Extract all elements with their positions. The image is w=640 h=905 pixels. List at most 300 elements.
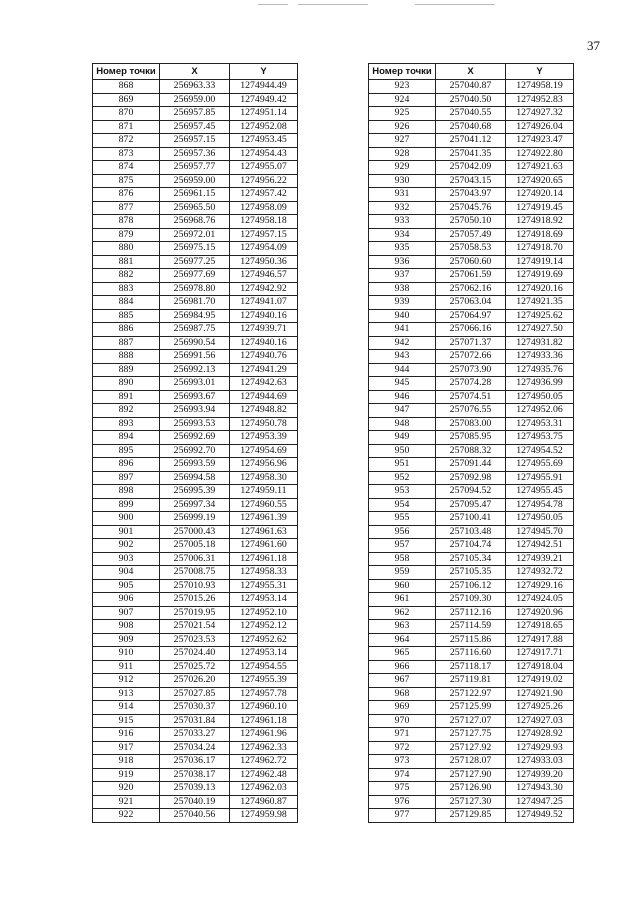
y-coordinate-cell: 1274961.18 bbox=[230, 714, 298, 728]
point-number-cell: 964 bbox=[369, 633, 436, 647]
table-row bbox=[93, 201, 298, 215]
y-coordinate-cell: 1274929.93 bbox=[506, 741, 574, 755]
y-coordinate-cell: 1274950.36 bbox=[230, 255, 298, 269]
x-coordinate-cell: 257100.41 bbox=[436, 512, 506, 526]
table-row bbox=[369, 296, 574, 310]
y-coordinate-cell: 1274962.48 bbox=[230, 768, 298, 782]
table-row bbox=[93, 809, 298, 823]
x-coordinate-cell: 257024.40 bbox=[160, 647, 230, 661]
point-number-cell: 869 bbox=[93, 93, 160, 107]
y-coordinate-cell: 1274940.16 bbox=[230, 309, 298, 323]
point-number-cell: 880 bbox=[93, 242, 160, 256]
y-coordinate-cell: 1274918.65 bbox=[506, 620, 574, 634]
x-coordinate-cell: 257088.32 bbox=[436, 444, 506, 458]
point-number-cell: 899 bbox=[93, 498, 160, 512]
y-coordinate-cell: 1274957.78 bbox=[230, 687, 298, 701]
y-coordinate-cell: 1274955.69 bbox=[506, 458, 574, 472]
x-coordinate-cell: 257072.66 bbox=[436, 350, 506, 364]
x-coordinate-cell: 257127.75 bbox=[436, 728, 506, 742]
y-coordinate-cell: 1274917.88 bbox=[506, 633, 574, 647]
table-row bbox=[93, 417, 298, 431]
x-coordinate-cell: 257128.07 bbox=[436, 755, 506, 769]
header-rule bbox=[298, 4, 368, 5]
x-coordinate-cell: 256975.15 bbox=[160, 242, 230, 256]
point-number-cell: 891 bbox=[93, 390, 160, 404]
table-row bbox=[369, 674, 574, 688]
x-coordinate-cell: 256997.34 bbox=[160, 498, 230, 512]
y-coordinate-cell: 1274954.55 bbox=[230, 660, 298, 674]
y-coordinate-cell: 1274944.49 bbox=[230, 80, 298, 94]
table-row bbox=[369, 714, 574, 728]
x-coordinate-cell: 256991.56 bbox=[160, 350, 230, 364]
point-number-cell: 874 bbox=[93, 161, 160, 175]
x-coordinate-cell: 256978.80 bbox=[160, 282, 230, 296]
y-coordinate-cell: 1274954.43 bbox=[230, 147, 298, 161]
point-number-cell: 903 bbox=[93, 552, 160, 566]
y-coordinate-cell: 1274933.03 bbox=[506, 755, 574, 769]
point-number-cell: 872 bbox=[93, 134, 160, 148]
table-row bbox=[93, 728, 298, 742]
point-number-cell: 963 bbox=[369, 620, 436, 634]
table-row bbox=[93, 323, 298, 337]
y-coordinate-cell: 1274939.71 bbox=[230, 323, 298, 337]
point-number-cell: 884 bbox=[93, 296, 160, 310]
x-coordinate-cell: 257115.86 bbox=[436, 633, 506, 647]
point-number-cell: 955 bbox=[369, 512, 436, 526]
y-coordinate-cell: 1274960.10 bbox=[230, 701, 298, 715]
x-coordinate-cell: 256959.00 bbox=[160, 93, 230, 107]
point-number-cell: 945 bbox=[369, 377, 436, 391]
table-row bbox=[93, 687, 298, 701]
point-number-cell: 940 bbox=[369, 309, 436, 323]
table-row bbox=[369, 620, 574, 634]
y-coordinate-cell: 1274944.69 bbox=[230, 390, 298, 404]
x-coordinate-cell: 257083.00 bbox=[436, 417, 506, 431]
table-row bbox=[369, 633, 574, 647]
y-coordinate-cell: 1274925.62 bbox=[506, 309, 574, 323]
x-coordinate-cell: 257112.16 bbox=[436, 606, 506, 620]
table-row bbox=[93, 107, 298, 121]
y-coordinate-cell: 1274960.87 bbox=[230, 795, 298, 809]
point-number-cell: 971 bbox=[369, 728, 436, 742]
y-coordinate-cell: 1274920.16 bbox=[506, 282, 574, 296]
y-coordinate-cell: 1274954.09 bbox=[230, 242, 298, 256]
x-coordinate-cell: 256993.94 bbox=[160, 404, 230, 418]
x-coordinate-cell: 256965.50 bbox=[160, 201, 230, 215]
point-number-cell: 897 bbox=[93, 471, 160, 485]
table-row bbox=[93, 336, 298, 350]
table-body-right bbox=[369, 80, 574, 823]
x-coordinate-cell: 257015.26 bbox=[160, 593, 230, 607]
table-row bbox=[93, 755, 298, 769]
x-coordinate-cell: 257036.17 bbox=[160, 755, 230, 769]
point-number-cell: 922 bbox=[93, 809, 160, 823]
x-coordinate-cell: 257043.97 bbox=[436, 188, 506, 202]
x-coordinate-cell: 257042.09 bbox=[436, 161, 506, 175]
x-coordinate-cell: 256968.76 bbox=[160, 215, 230, 229]
point-number-cell: 885 bbox=[93, 309, 160, 323]
x-coordinate-cell: 257064.97 bbox=[436, 309, 506, 323]
y-coordinate-cell: 1274923.47 bbox=[506, 134, 574, 148]
table-row bbox=[369, 809, 574, 823]
y-coordinate-cell: 1274958.19 bbox=[506, 80, 574, 94]
table-row bbox=[369, 201, 574, 215]
x-coordinate-cell: 256972.01 bbox=[160, 228, 230, 242]
x-coordinate-cell: 257126.90 bbox=[436, 782, 506, 796]
header-point-number: Номер точки bbox=[93, 64, 160, 80]
point-number-cell: 957 bbox=[369, 539, 436, 553]
point-number-cell: 958 bbox=[369, 552, 436, 566]
point-number-cell: 890 bbox=[93, 377, 160, 391]
table-row bbox=[93, 579, 298, 593]
point-number-cell: 961 bbox=[369, 593, 436, 607]
x-coordinate-cell: 257019.95 bbox=[160, 606, 230, 620]
table-row bbox=[93, 471, 298, 485]
table-row bbox=[93, 768, 298, 782]
table-row bbox=[369, 242, 574, 256]
y-coordinate-cell: 1274953.31 bbox=[506, 417, 574, 431]
y-coordinate-cell: 1274948.82 bbox=[230, 404, 298, 418]
table-row bbox=[369, 404, 574, 418]
point-number-cell: 904 bbox=[93, 566, 160, 580]
y-coordinate-cell: 1274952.83 bbox=[506, 93, 574, 107]
point-number-cell: 950 bbox=[369, 444, 436, 458]
table-row bbox=[369, 134, 574, 148]
y-coordinate-cell: 1274940.16 bbox=[230, 336, 298, 350]
table-row bbox=[369, 147, 574, 161]
point-number-cell: 960 bbox=[369, 579, 436, 593]
table-row bbox=[369, 107, 574, 121]
y-coordinate-cell: 1274936.99 bbox=[506, 377, 574, 391]
header-y: Y bbox=[230, 64, 298, 80]
point-number-cell: 947 bbox=[369, 404, 436, 418]
point-number-cell: 938 bbox=[369, 282, 436, 296]
y-coordinate-cell: 1274939.20 bbox=[506, 768, 574, 782]
point-number-cell: 952 bbox=[369, 471, 436, 485]
point-number-cell: 881 bbox=[93, 255, 160, 269]
y-coordinate-cell: 1274925.26 bbox=[506, 701, 574, 715]
y-coordinate-cell: 1274952.62 bbox=[230, 633, 298, 647]
x-coordinate-cell: 257129.85 bbox=[436, 809, 506, 823]
x-coordinate-cell: 257030.37 bbox=[160, 701, 230, 715]
x-coordinate-cell: 256957.85 bbox=[160, 107, 230, 121]
point-number-cell: 895 bbox=[93, 444, 160, 458]
point-number-cell: 894 bbox=[93, 431, 160, 445]
y-coordinate-cell: 1274918.92 bbox=[506, 215, 574, 229]
y-coordinate-cell: 1274955.31 bbox=[230, 579, 298, 593]
point-number-cell: 926 bbox=[369, 120, 436, 134]
point-number-cell: 942 bbox=[369, 336, 436, 350]
point-number-cell: 909 bbox=[93, 633, 160, 647]
point-number-cell: 915 bbox=[93, 714, 160, 728]
y-coordinate-cell: 1274957.15 bbox=[230, 228, 298, 242]
x-coordinate-cell: 257058.53 bbox=[436, 242, 506, 256]
x-coordinate-cell: 256999.19 bbox=[160, 512, 230, 526]
point-number-cell: 912 bbox=[93, 674, 160, 688]
table-row bbox=[369, 309, 574, 323]
point-number-cell: 959 bbox=[369, 566, 436, 580]
point-number-cell: 977 bbox=[369, 809, 436, 823]
x-coordinate-cell: 257127.90 bbox=[436, 768, 506, 782]
point-number-cell: 893 bbox=[93, 417, 160, 431]
point-number-cell: 868 bbox=[93, 80, 160, 94]
x-coordinate-cell: 257038.17 bbox=[160, 768, 230, 782]
point-number-cell: 906 bbox=[93, 593, 160, 607]
x-coordinate-cell: 256977.69 bbox=[160, 269, 230, 283]
table-row bbox=[93, 93, 298, 107]
point-number-cell: 916 bbox=[93, 728, 160, 742]
table-row bbox=[369, 161, 574, 175]
x-coordinate-cell: 257031.84 bbox=[160, 714, 230, 728]
table-row bbox=[93, 120, 298, 134]
point-number-cell: 892 bbox=[93, 404, 160, 418]
y-coordinate-cell: 1274961.96 bbox=[230, 728, 298, 742]
table-row bbox=[93, 674, 298, 688]
point-number-cell: 927 bbox=[369, 134, 436, 148]
point-number-cell: 951 bbox=[369, 458, 436, 472]
point-number-cell: 934 bbox=[369, 228, 436, 242]
header-rule bbox=[258, 4, 288, 5]
x-coordinate-cell: 257122.97 bbox=[436, 687, 506, 701]
table-row bbox=[369, 431, 574, 445]
y-coordinate-cell: 1274952.08 bbox=[230, 120, 298, 134]
table-row bbox=[369, 566, 574, 580]
x-coordinate-cell: 257050.10 bbox=[436, 215, 506, 229]
x-coordinate-cell: 257127.92 bbox=[436, 741, 506, 755]
y-coordinate-cell: 1274924.05 bbox=[506, 593, 574, 607]
table-row bbox=[369, 93, 574, 107]
x-coordinate-cell: 257071.37 bbox=[436, 336, 506, 350]
point-number-cell: 946 bbox=[369, 390, 436, 404]
y-coordinate-cell: 1274918.69 bbox=[506, 228, 574, 242]
table-row bbox=[369, 458, 574, 472]
y-coordinate-cell: 1274961.60 bbox=[230, 539, 298, 553]
y-coordinate-cell: 1274926.04 bbox=[506, 120, 574, 134]
x-coordinate-cell: 256994.58 bbox=[160, 471, 230, 485]
table-row bbox=[93, 255, 298, 269]
y-coordinate-cell: 1274962.72 bbox=[230, 755, 298, 769]
x-coordinate-cell: 257119.81 bbox=[436, 674, 506, 688]
table-row bbox=[93, 795, 298, 809]
x-coordinate-cell: 257074.51 bbox=[436, 390, 506, 404]
table-row bbox=[369, 471, 574, 485]
y-coordinate-cell: 1274935.76 bbox=[506, 363, 574, 377]
y-coordinate-cell: 1274919.02 bbox=[506, 674, 574, 688]
table-row bbox=[369, 552, 574, 566]
x-coordinate-cell: 257010.93 bbox=[160, 579, 230, 593]
table-row bbox=[93, 512, 298, 526]
y-coordinate-cell: 1274942.51 bbox=[506, 539, 574, 553]
y-coordinate-cell: 1274954.69 bbox=[230, 444, 298, 458]
table-row bbox=[93, 350, 298, 364]
coordinates-table-right bbox=[368, 63, 574, 823]
y-coordinate-cell: 1274941.07 bbox=[230, 296, 298, 310]
y-coordinate-cell: 1274942.63 bbox=[230, 377, 298, 391]
table-row bbox=[369, 80, 574, 94]
y-coordinate-cell: 1274961.39 bbox=[230, 512, 298, 526]
point-number-cell: 925 bbox=[369, 107, 436, 121]
table-row bbox=[93, 566, 298, 580]
y-coordinate-cell: 1274932.72 bbox=[506, 566, 574, 580]
table-row bbox=[369, 215, 574, 229]
x-coordinate-cell: 257104.74 bbox=[436, 539, 506, 553]
x-coordinate-cell: 257034.24 bbox=[160, 741, 230, 755]
x-coordinate-cell: 257041.35 bbox=[436, 147, 506, 161]
table-row bbox=[93, 309, 298, 323]
x-coordinate-cell: 257085.95 bbox=[436, 431, 506, 445]
point-number-cell: 887 bbox=[93, 336, 160, 350]
table-row bbox=[369, 363, 574, 377]
point-number-cell: 913 bbox=[93, 687, 160, 701]
x-coordinate-cell: 257103.48 bbox=[436, 525, 506, 539]
point-number-cell: 931 bbox=[369, 188, 436, 202]
y-coordinate-cell: 1274929.16 bbox=[506, 579, 574, 593]
x-coordinate-cell: 257106.12 bbox=[436, 579, 506, 593]
point-number-cell: 918 bbox=[93, 755, 160, 769]
table-row bbox=[93, 606, 298, 620]
point-number-cell: 972 bbox=[369, 741, 436, 755]
table-row bbox=[369, 647, 574, 661]
table-row bbox=[369, 336, 574, 350]
x-coordinate-cell: 256957.77 bbox=[160, 161, 230, 175]
point-number-cell: 924 bbox=[369, 93, 436, 107]
point-number-cell: 923 bbox=[369, 80, 436, 94]
y-coordinate-cell: 1274945.70 bbox=[506, 525, 574, 539]
x-coordinate-cell: 256957.15 bbox=[160, 134, 230, 148]
y-coordinate-cell: 1274921.35 bbox=[506, 296, 574, 310]
table-row bbox=[369, 390, 574, 404]
coordinates-table-left bbox=[92, 63, 298, 823]
y-coordinate-cell: 1274918.70 bbox=[506, 242, 574, 256]
x-coordinate-cell: 257074.28 bbox=[436, 377, 506, 391]
table-row bbox=[369, 795, 574, 809]
header-point-number: Номер точки bbox=[369, 64, 436, 80]
x-coordinate-cell: 256993.67 bbox=[160, 390, 230, 404]
header-x: X bbox=[160, 64, 230, 80]
point-number-cell: 910 bbox=[93, 647, 160, 661]
y-coordinate-cell: 1274955.39 bbox=[230, 674, 298, 688]
table-header-row bbox=[369, 64, 574, 80]
table-row bbox=[93, 431, 298, 445]
x-coordinate-cell: 257073.90 bbox=[436, 363, 506, 377]
y-coordinate-cell: 1274961.63 bbox=[230, 525, 298, 539]
y-coordinate-cell: 1274921.63 bbox=[506, 161, 574, 175]
x-coordinate-cell: 256981.70 bbox=[160, 296, 230, 310]
table-row bbox=[93, 741, 298, 755]
y-coordinate-cell: 1274955.91 bbox=[506, 471, 574, 485]
table-row bbox=[93, 633, 298, 647]
y-coordinate-cell: 1274920.14 bbox=[506, 188, 574, 202]
table-row bbox=[369, 525, 574, 539]
y-coordinate-cell: 1274959.98 bbox=[230, 809, 298, 823]
table-row bbox=[369, 728, 574, 742]
table-row bbox=[93, 647, 298, 661]
y-coordinate-cell: 1274922.80 bbox=[506, 147, 574, 161]
x-coordinate-cell: 257021.54 bbox=[160, 620, 230, 634]
point-number-cell: 914 bbox=[93, 701, 160, 715]
x-coordinate-cell: 257040.87 bbox=[436, 80, 506, 94]
point-number-cell: 876 bbox=[93, 188, 160, 202]
y-coordinate-cell: 1274950.05 bbox=[506, 390, 574, 404]
point-number-cell: 968 bbox=[369, 687, 436, 701]
x-coordinate-cell: 257040.56 bbox=[160, 809, 230, 823]
point-number-cell: 888 bbox=[93, 350, 160, 364]
table-row bbox=[369, 512, 574, 526]
y-coordinate-cell: 1274920.65 bbox=[506, 174, 574, 188]
point-number-cell: 953 bbox=[369, 485, 436, 499]
x-coordinate-cell: 257023.53 bbox=[160, 633, 230, 647]
y-coordinate-cell: 1274917.71 bbox=[506, 647, 574, 661]
point-number-cell: 898 bbox=[93, 485, 160, 499]
table-row bbox=[369, 687, 574, 701]
y-coordinate-cell: 1274931.82 bbox=[506, 336, 574, 350]
x-coordinate-cell: 257125.99 bbox=[436, 701, 506, 715]
x-coordinate-cell: 257062.16 bbox=[436, 282, 506, 296]
point-number-cell: 939 bbox=[369, 296, 436, 310]
y-coordinate-cell: 1274952.10 bbox=[230, 606, 298, 620]
point-number-cell: 905 bbox=[93, 579, 160, 593]
point-number-cell: 937 bbox=[369, 269, 436, 283]
point-number-cell: 932 bbox=[369, 201, 436, 215]
y-coordinate-cell: 1274949.52 bbox=[506, 809, 574, 823]
table-row bbox=[93, 620, 298, 634]
point-number-cell: 900 bbox=[93, 512, 160, 526]
y-coordinate-cell: 1274958.33 bbox=[230, 566, 298, 580]
x-coordinate-cell: 257040.55 bbox=[436, 107, 506, 121]
point-number-cell: 919 bbox=[93, 768, 160, 782]
y-coordinate-cell: 1274958.09 bbox=[230, 201, 298, 215]
y-coordinate-cell: 1274960.55 bbox=[230, 498, 298, 512]
point-number-cell: 883 bbox=[93, 282, 160, 296]
point-number-cell: 941 bbox=[369, 323, 436, 337]
table-row bbox=[369, 417, 574, 431]
table-row bbox=[93, 363, 298, 377]
point-number-cell: 935 bbox=[369, 242, 436, 256]
x-coordinate-cell: 257045.76 bbox=[436, 201, 506, 215]
y-coordinate-cell: 1274947.25 bbox=[506, 795, 574, 809]
x-coordinate-cell: 257000.43 bbox=[160, 525, 230, 539]
x-coordinate-cell: 256961.15 bbox=[160, 188, 230, 202]
x-coordinate-cell: 257060.60 bbox=[436, 255, 506, 269]
table-row bbox=[369, 606, 574, 620]
table-row bbox=[369, 498, 574, 512]
table-row bbox=[93, 242, 298, 256]
x-coordinate-cell: 257105.34 bbox=[436, 552, 506, 566]
x-coordinate-cell: 257061.59 bbox=[436, 269, 506, 283]
x-coordinate-cell: 257008.75 bbox=[160, 566, 230, 580]
table-row bbox=[93, 552, 298, 566]
table-row bbox=[369, 701, 574, 715]
table-row bbox=[93, 525, 298, 539]
point-number-cell: 967 bbox=[369, 674, 436, 688]
x-coordinate-cell: 257040.68 bbox=[436, 120, 506, 134]
table-row bbox=[93, 161, 298, 175]
table-row bbox=[93, 458, 298, 472]
table-row bbox=[93, 782, 298, 796]
table-row bbox=[369, 269, 574, 283]
x-coordinate-cell: 257025.72 bbox=[160, 660, 230, 674]
table-row bbox=[93, 390, 298, 404]
table-row bbox=[93, 660, 298, 674]
point-number-cell: 949 bbox=[369, 431, 436, 445]
point-number-cell: 871 bbox=[93, 120, 160, 134]
y-coordinate-cell: 1274954.52 bbox=[506, 444, 574, 458]
x-coordinate-cell: 256993.53 bbox=[160, 417, 230, 431]
y-coordinate-cell: 1274953.14 bbox=[230, 647, 298, 661]
point-number-cell: 948 bbox=[369, 417, 436, 431]
point-number-cell: 907 bbox=[93, 606, 160, 620]
y-coordinate-cell: 1274955.45 bbox=[506, 485, 574, 499]
